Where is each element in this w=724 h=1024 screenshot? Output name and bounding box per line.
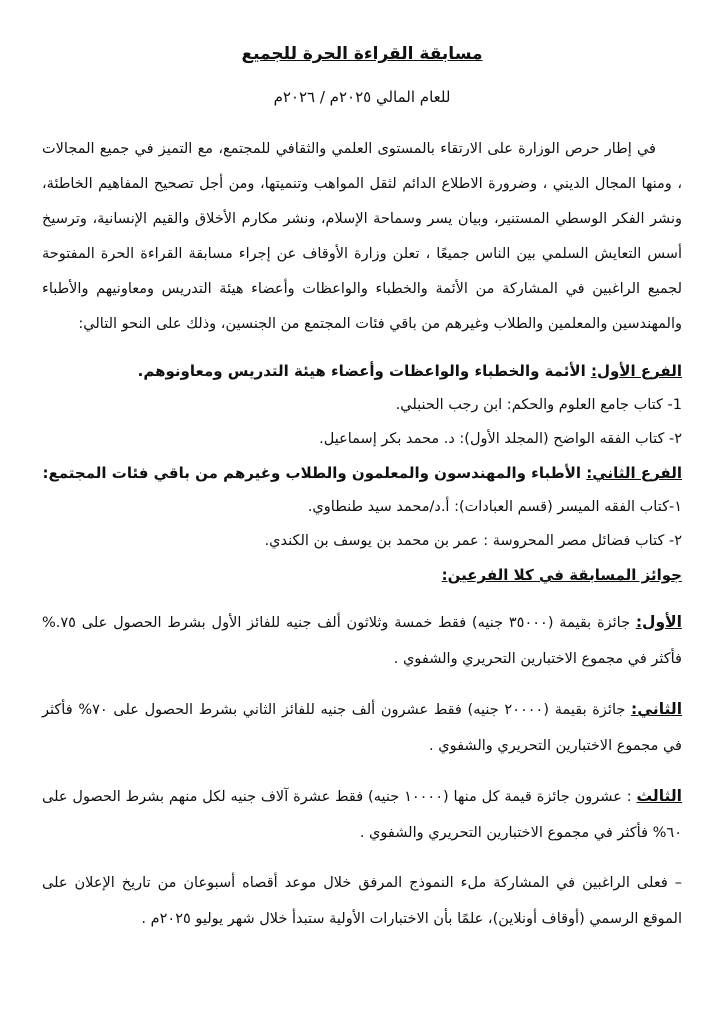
branch-2-item: ٢- كتاب فضائل مصر المحروسة : عمر بن محمد بن يوسف بن الكندي. xyxy=(264,533,682,549)
prize-third-text: : عشرون جائزة قيمة كل منها (١٠٠٠٠ جنيه) فقط عشرة آلاف جنيه لكل منهم بشرط الحصول على ٦٠% فأكثر في مجموع الاختبارين التحريري والشفوي . xyxy=(42,789,682,841)
branch-1-item: 1- كتاب جامع العلوم والحكم: ابن رجب الحنبلي. xyxy=(395,397,682,413)
prize-first-text: جائزة بقيمة (٣٥٠٠٠ جنيه) فقط خمسة وثلاثون ألف جنيه للفائز الأول بشرط الحصول على ٧٥.% فأكثر في مجموع الاختبارين التحريري والشفوي . xyxy=(42,615,682,667)
document-title: مسابقة القراءة الحرة للجميع xyxy=(241,44,483,64)
document-subtitle: للعام المالي ٢٠٢٥م / ٢٠٢٦م xyxy=(273,88,451,106)
branch-2-text: الأطباء والمهندسون والمعلمون والطلاب وغيرهم من باقي فئات المجتمع: xyxy=(42,464,582,482)
branch-1-label: الفرع الأول: xyxy=(590,362,682,380)
branch-1-item: ٢- كتاب الفقه الواضح (المجلد الأول): د. محمد بكر إسماعيل. xyxy=(319,431,682,447)
prize-third-label: الثالث xyxy=(636,787,682,805)
branch-1-text: الأئمة والخطباء والواعظات وأعضاء هيئة التدريس ومعاونوهم. xyxy=(137,362,586,380)
branch-2-label: الفرع الثاني: xyxy=(586,464,682,482)
branch-2-item: ١-كتاب الفقه الميسر (قسم العبادات): أ.د/محمد سيد طنطاوي. xyxy=(307,499,682,515)
prize-first xyxy=(42,604,682,677)
prize-second-text: جائزة بقيمة (٢٠٠٠٠ جنيه) فقط عشرون ألف جنيه للفائز الثاني بشرط الحصول على ٧٠% فأكثر في مجموع الاختبارين التحريري والشفوي . xyxy=(42,702,682,754)
prize-third xyxy=(42,778,682,851)
prize-second-label: الثاني: xyxy=(631,700,683,718)
intro-paragraph: في إطار حرص الوزارة على الارتقاء بالمستوى العلمي والثقافي للمجتمع، مع التميز في جميع المجالات ، ومنها المجال الديني ، وضرورة الاطلاع الدائم لثقل المواهب وتنميتها، ومن أجل تصحيح المفاهيم الخاطئة، ونشر الفكر الوسطي المستنير، وبيان يسر وسماحة الإسلام، ونشر مكارم الأخلاق والقيم الإنسانية، وترسيخ أسس التعايش السلمي بين الناس جميعًا ، تعلن وزارة الأوقاف عن إجراء مسابقة القراءة الحرة المفتوحة لجميع الراغبين في المشاركة من الأئمة والخطباء والواعظات وأعضاء هيئة التدريس ومعاونيهم والأطباء والمهندسين والمعلمين والطلاب وغيرهم من باقي فئات المجتمع من الجنسين، وذلك على النحو التالي: xyxy=(42,141,682,332)
prizes-heading: جوائز المسابقة في كلا الفرعين: xyxy=(441,566,682,584)
closing-note: – فعلى الراغبين في المشاركة ملء النموذج المرفق خلال موعد أقصاه أسبوعان من تاريخ الإعلان على الموقع الرسمي (أوقاف أونلاين)، علمًا بأن الاختبارات الأولية ستبدأ خلال شهر يوليو ٢٠٢٥م . xyxy=(42,875,682,927)
prize-first-label: الأول: xyxy=(635,613,682,631)
prize-second xyxy=(42,691,682,764)
branch-2-heading xyxy=(42,456,682,490)
branch-1-heading xyxy=(42,354,682,388)
